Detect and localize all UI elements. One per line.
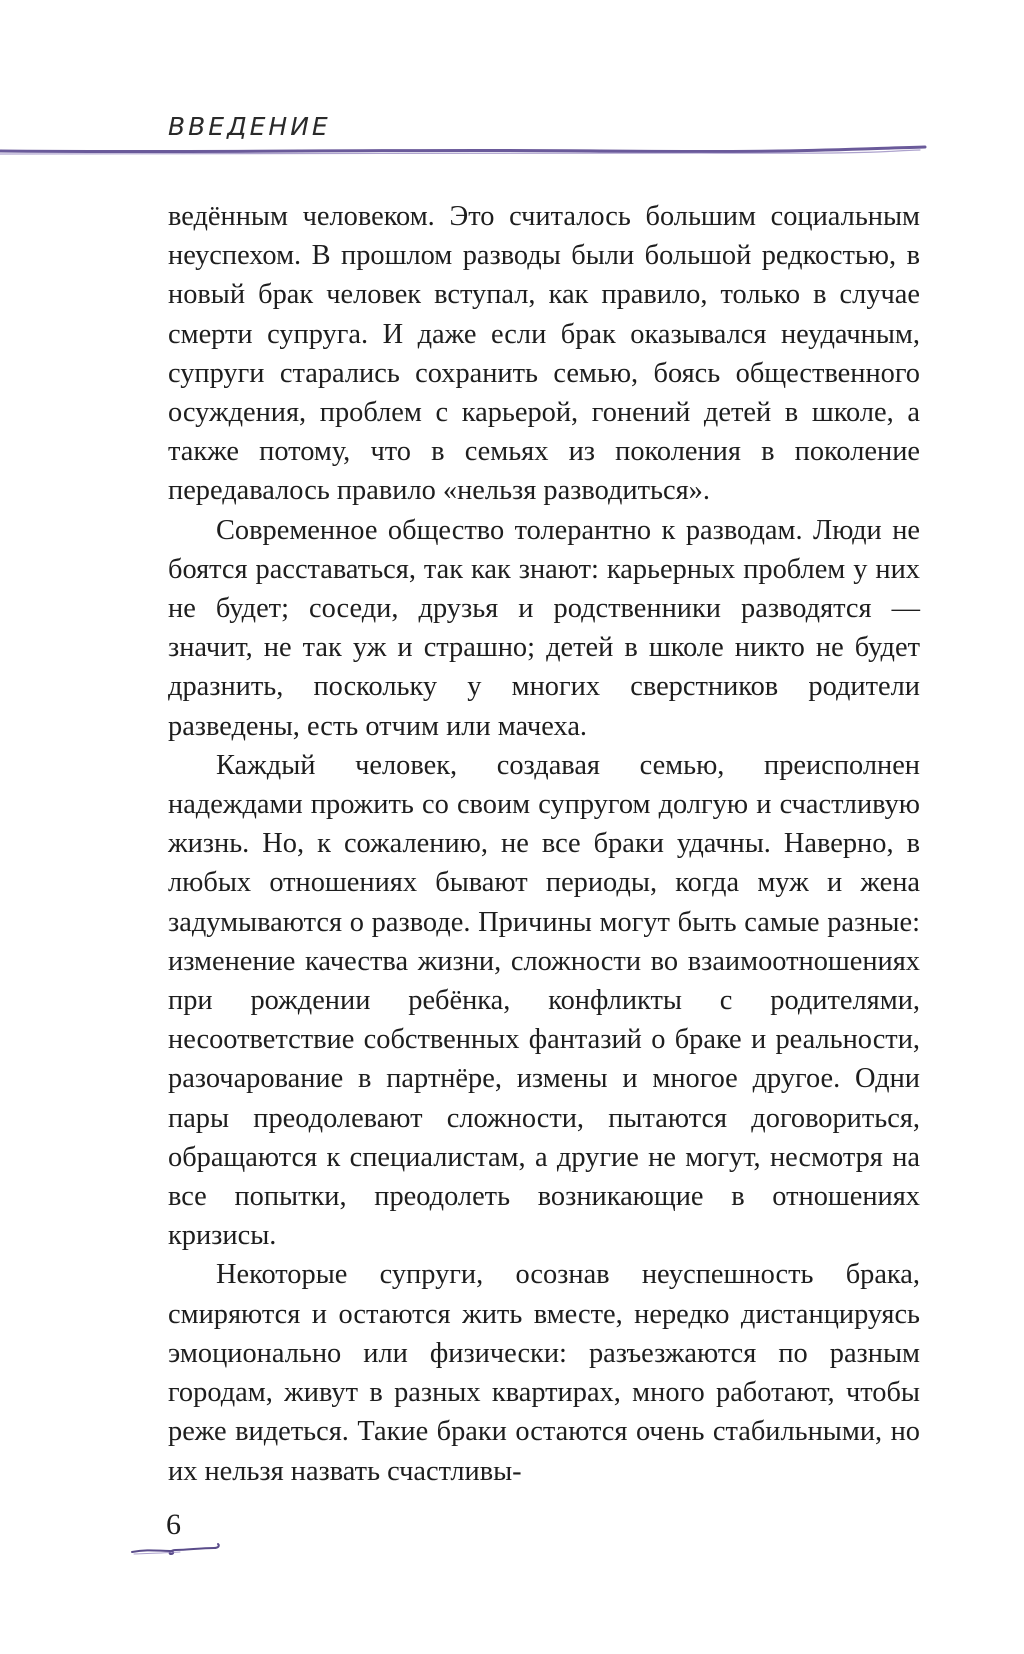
header-rule <box>0 145 1024 165</box>
paragraph-4: Некоторые супруги, осознав неуспешность брака, смиряются и остаются жить вместе, нередко дистанцируясь эмоционально или физически: разъезжаются по разным городам, живут в разных квартирах, много работают, чтобы реже видеться. Такие браки остаются очень стабильными, но их нельзя назвать счастливы- <box>168 1259 920 1487</box>
page-number: 6 <box>166 1508 181 1541</box>
body-text <box>168 197 920 1491</box>
page-number-flourish <box>128 1540 224 1560</box>
paragraph-2: Современное общество толерантно к разводам. Люди не боятся расставаться, так как знают: карьерных проблем у них не будет; соседи, друзья и родственники разводятся — значит, не так уж и страшно; детей в школе никто не будет дразнить, поскольку у многих сверстников родители разведены, есть отчим или мачеха. <box>168 514 920 742</box>
running-head-title: ВВЕДЕНИЕ <box>168 112 331 141</box>
paragraph-1: ведённым человеком. Это считалось большим социальным неуспехом. В прошлом разводы были большой редкостью, в новый брак человек вступал, как правило, только в случае смерти супруга. И даже если брак оказывался неудачным, супруги старались сохранить семью, боясь общественного осуждения, проблем с карьерой, гонений детей в школе, а также потому, что в семьях из поколения в поколение передавалось правило «нельзя разводиться». <box>168 201 920 507</box>
paragraph-3: Каждый человек, создавая семью, преисполнен надеждами прожить со своим супругом долгую и счастливую жизнь. Но, к сожалению, не все браки удачны. Наверно, в любых отношениях бывают периоды, когда муж и жена задумываются о разводе. Причины могут быть самые разные: изменение качества жизни, сложности во взаимоотношениях при рождении ребёнка, конфликты с родителями, несоответствие собственных фантазий о браке и реальности, разочарование в партнёре, измены и многое другое. Одни пары преодолевают сложности, пытаются договориться, обращаются к специалистам, а другие не могут, несмотря на все попытки, преодолеть возникающие в отношениях кризисы. <box>168 749 920 1252</box>
